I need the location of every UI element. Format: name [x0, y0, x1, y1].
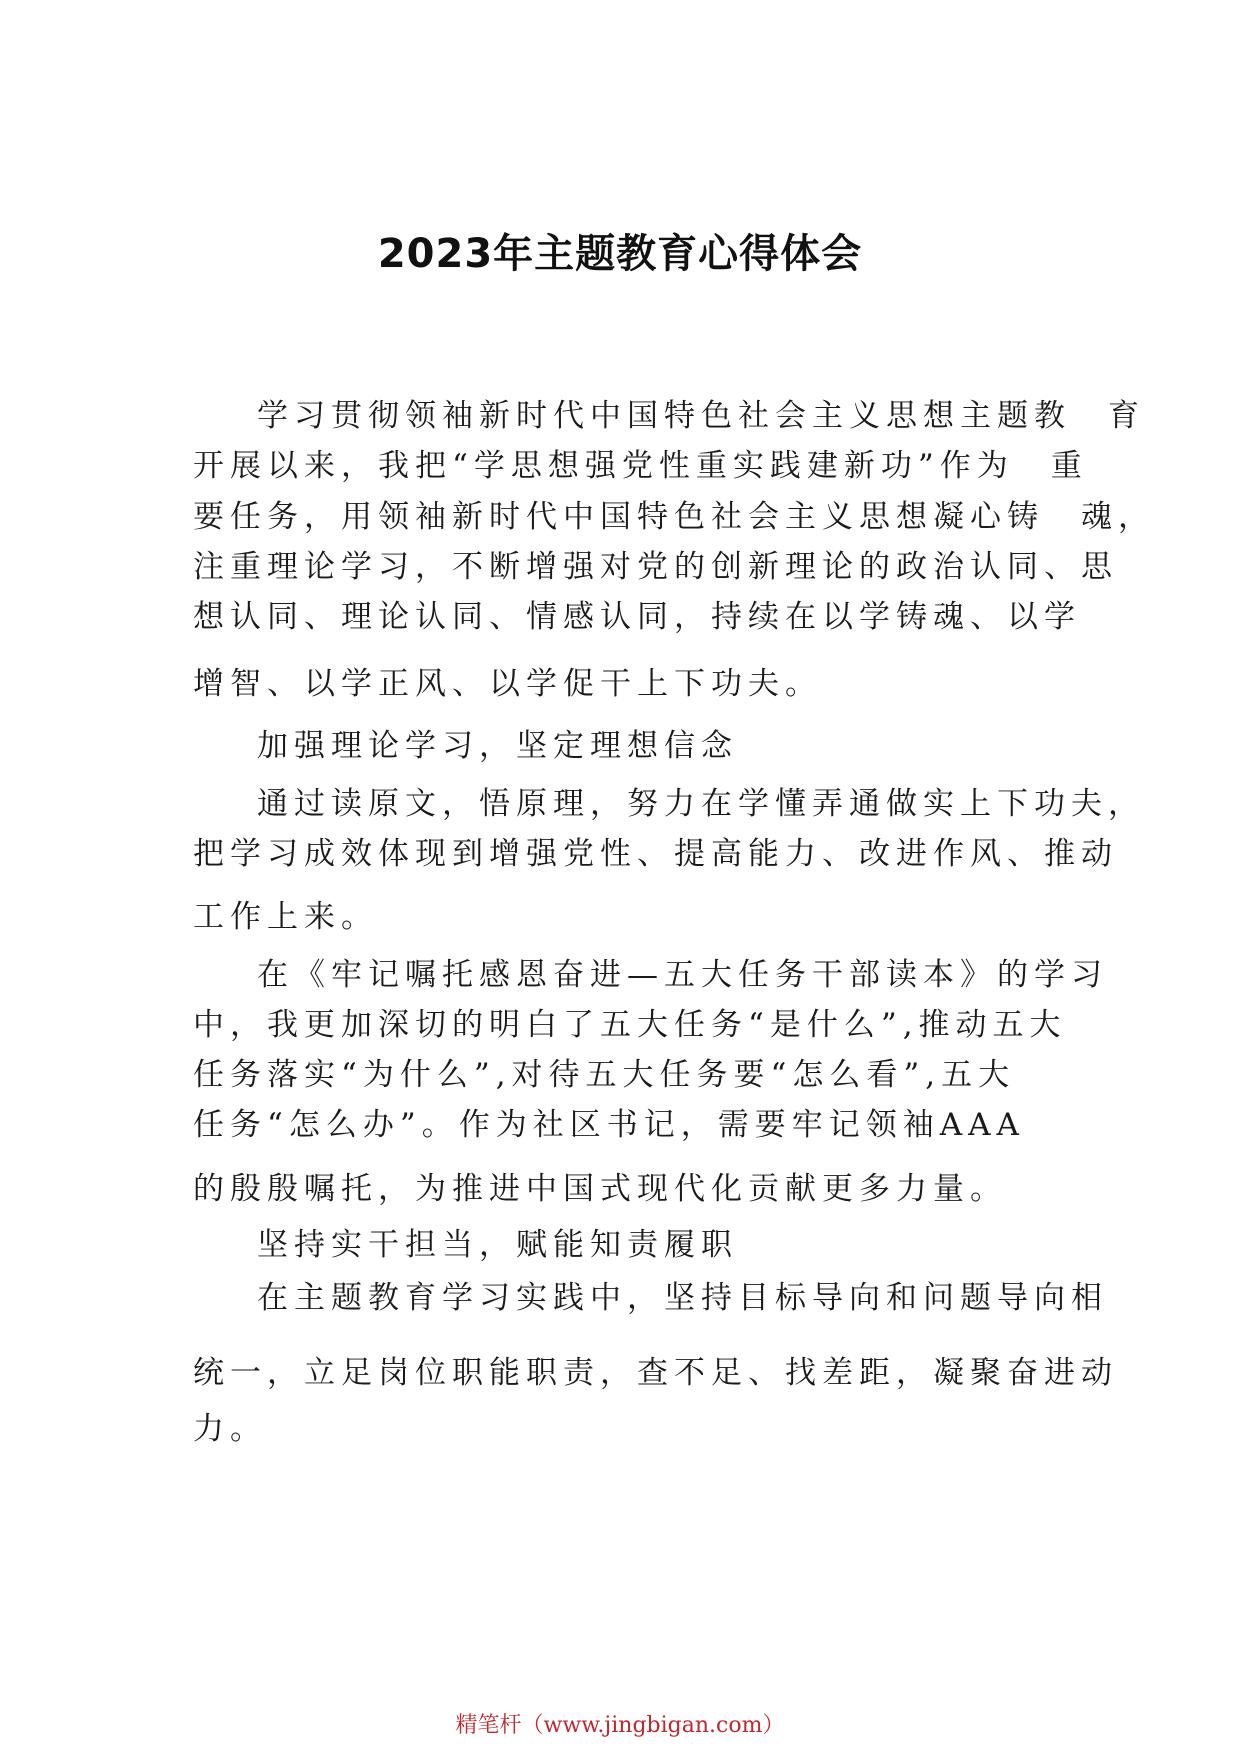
footer-watermark: 精笔杆（www.jingbigan.com）: [455, 1713, 785, 1738]
paragraph-line: 开展以来，我把“学思想强党性重实践建新功”作为 重: [193, 448, 1088, 484]
paragraph-line: 任务“怎么办”。作为社区书记，需要牢记领袖AAA: [193, 1107, 1025, 1143]
paragraph-line: 在《牢记嘱托感恩奋进—五大任务干部读本》的学习: [257, 957, 1108, 993]
document-title: 2023年主题教育心得体会: [377, 231, 863, 277]
paragraph-line: 要任务，用领袖新时代中国特色社会主义思想凝心铸 魂，: [193, 499, 1155, 535]
paragraph-line: 工作上来。: [193, 899, 378, 935]
paragraph-line: 任务落实“为什么”,对待五大任务要“怎么看”,五大: [193, 1057, 1016, 1093]
paragraph-line: 力。: [193, 1411, 267, 1447]
paragraph-line: 的殷殷嘱托，为推进中国式现代化贡献更多力量。: [193, 1171, 1007, 1207]
section-heading: 坚持实干担当，赋能知责履职: [257, 1227, 738, 1263]
paragraph-line: 想认同、理论认同、情感认同，持续在以学铸魂、以学: [193, 599, 1081, 635]
paragraph-line: 增智、以学正风、以学促干上下功夫。: [193, 666, 822, 702]
paragraph-line: 把学习成效体现到增强党性、提高能力、改进作风、推动: [193, 836, 1118, 872]
paragraph-line: 注重理论学习，不断增强对党的创新理论的政治认同、思: [193, 549, 1118, 585]
paragraph-line: 学习贯彻领袖新时代中国特色社会主义思想主题教 育: [257, 398, 1145, 434]
paragraph-line: 通过读原文，悟原理，努力在学懂弄通做实上下功夫，: [257, 786, 1145, 822]
section-heading: 加强理论学习，坚定理想信念: [257, 728, 738, 764]
paragraph-line: 中，我更加深切的明白了五大任务“是什么”,推动五大: [193, 1007, 1067, 1043]
paragraph-line: 在主题教育学习实践中，坚持目标导向和问题导向相: [257, 1280, 1108, 1316]
paragraph-line: 统一，立足岗位职能职责，查不足、找差距，凝聚奋进动: [193, 1355, 1118, 1391]
